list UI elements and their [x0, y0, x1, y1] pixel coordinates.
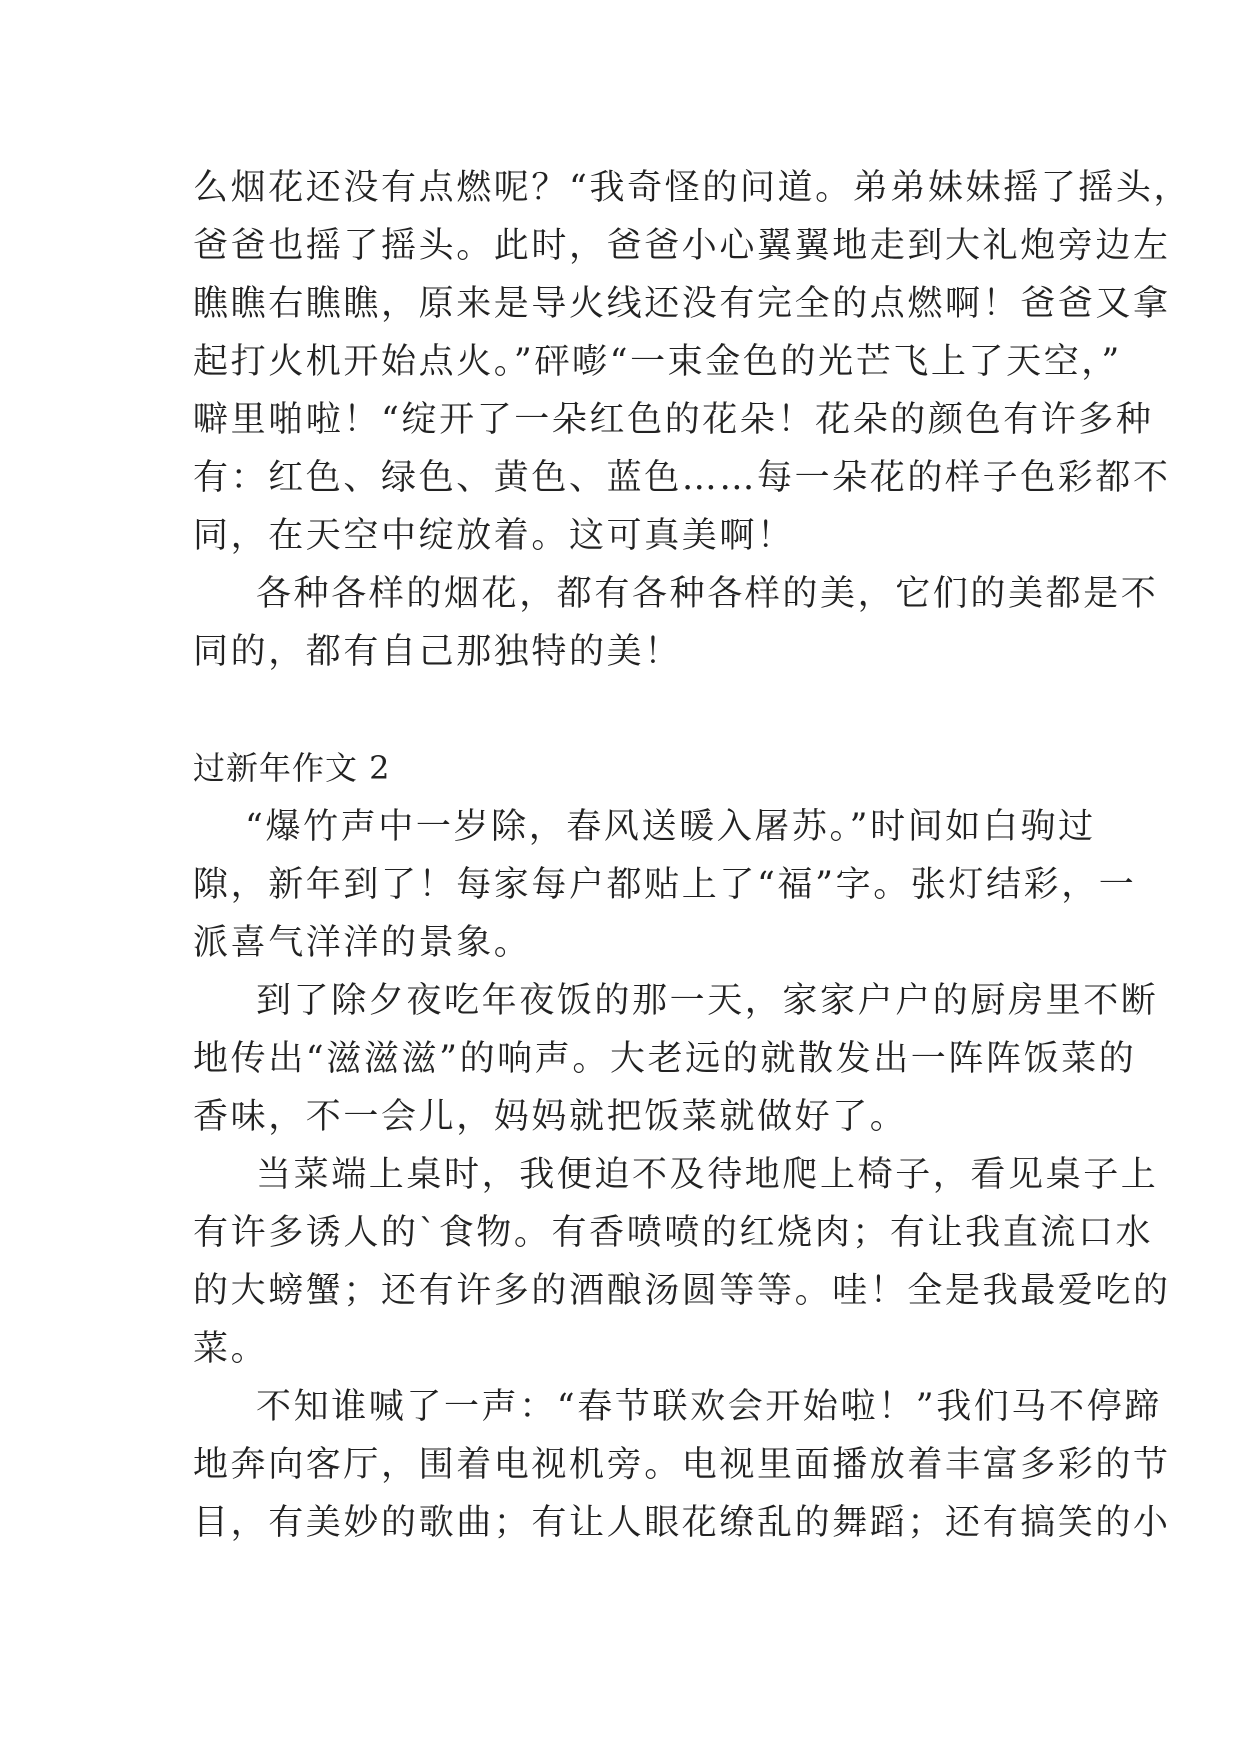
section-title: 过新年作文 2 — [193, 749, 391, 787]
paragraph-line: 地传出“滋滋滋”的响声。大老远的就散发出一阵阵饭菜的 — [193, 1039, 1137, 1079]
paragraph-line: 同的，都有自己那独特的美！ — [193, 632, 682, 672]
paragraph-line: 派喜气洋洋的景象。 — [193, 923, 532, 963]
paragraph-line: 爸爸也摇了摇头。此时，爸爸小心翼翼地走到大礼炮旁边左 — [193, 226, 1171, 266]
paragraph-line: 菜。 — [193, 1329, 269, 1369]
paragraph-line: 不知谁喊了一声：“春节联欢会开始啦！”我们马不停蹄 — [256, 1387, 1162, 1427]
paragraph-line: 同，在天空中绽放着。这可真美啊！ — [193, 516, 795, 556]
paragraph-line: 隙，新年到了！每家每户都贴上了“福”字。张灯结彩，一 — [193, 865, 1137, 905]
paragraph-line: 目，有美妙的歌曲；有让人眼花缭乱的舞蹈；还有搞笑的小 — [193, 1503, 1171, 1543]
paragraph-line: 到了除夕夜吃年夜饭的那一天，家家户户的厨房里不断 — [256, 981, 1159, 1021]
paragraph-line: 各种各样的烟花，都有各种各样的美，它们的美都是不 — [256, 574, 1159, 614]
paragraph-line: 当菜端上桌时，我便迫不及待地爬上椅子，看见桌子上 — [256, 1155, 1159, 1195]
paragraph-line: “爆竹声中一岁除，春风送暖入屠苏。”时间如白驹过 — [245, 807, 1096, 847]
paragraph-line: 的大螃蟹；还有许多的酒酿汤圆等等。哇！全是我最爱吃的 — [193, 1271, 1171, 1311]
paragraph-line: 起打火机开始点火。”砰嘭“一束金色的光芒飞上了天空，” — [193, 342, 1122, 382]
paragraph-line: 有许多诱人的`食物。有香喷喷的红烧肉；有让我直流口水 — [193, 1213, 1154, 1253]
paragraph-line: 噼里啪啦！“绽开了一朵红色的花朵！花朵的颜色有许多种 — [193, 400, 1154, 440]
paragraph-line: 香味，不一会儿，妈妈就把饭菜就做好了。 — [193, 1097, 908, 1137]
paragraph-line: 地奔向客厅，围着电视机旁。电视里面播放着丰富多彩的节 — [193, 1445, 1171, 1485]
paragraph-line: 么烟花还没有点燃呢？“我奇怪的问道。弟弟妹妹摇了摇头， — [193, 168, 1192, 208]
paragraph-line: 有：红色、绿色、黄色、蓝色……每一朵花的样子色彩都不 — [193, 458, 1171, 498]
paragraph-line: 瞧瞧右瞧瞧，原来是导火线还没有完全的点燃啊！爸爸又拿 — [193, 284, 1171, 324]
